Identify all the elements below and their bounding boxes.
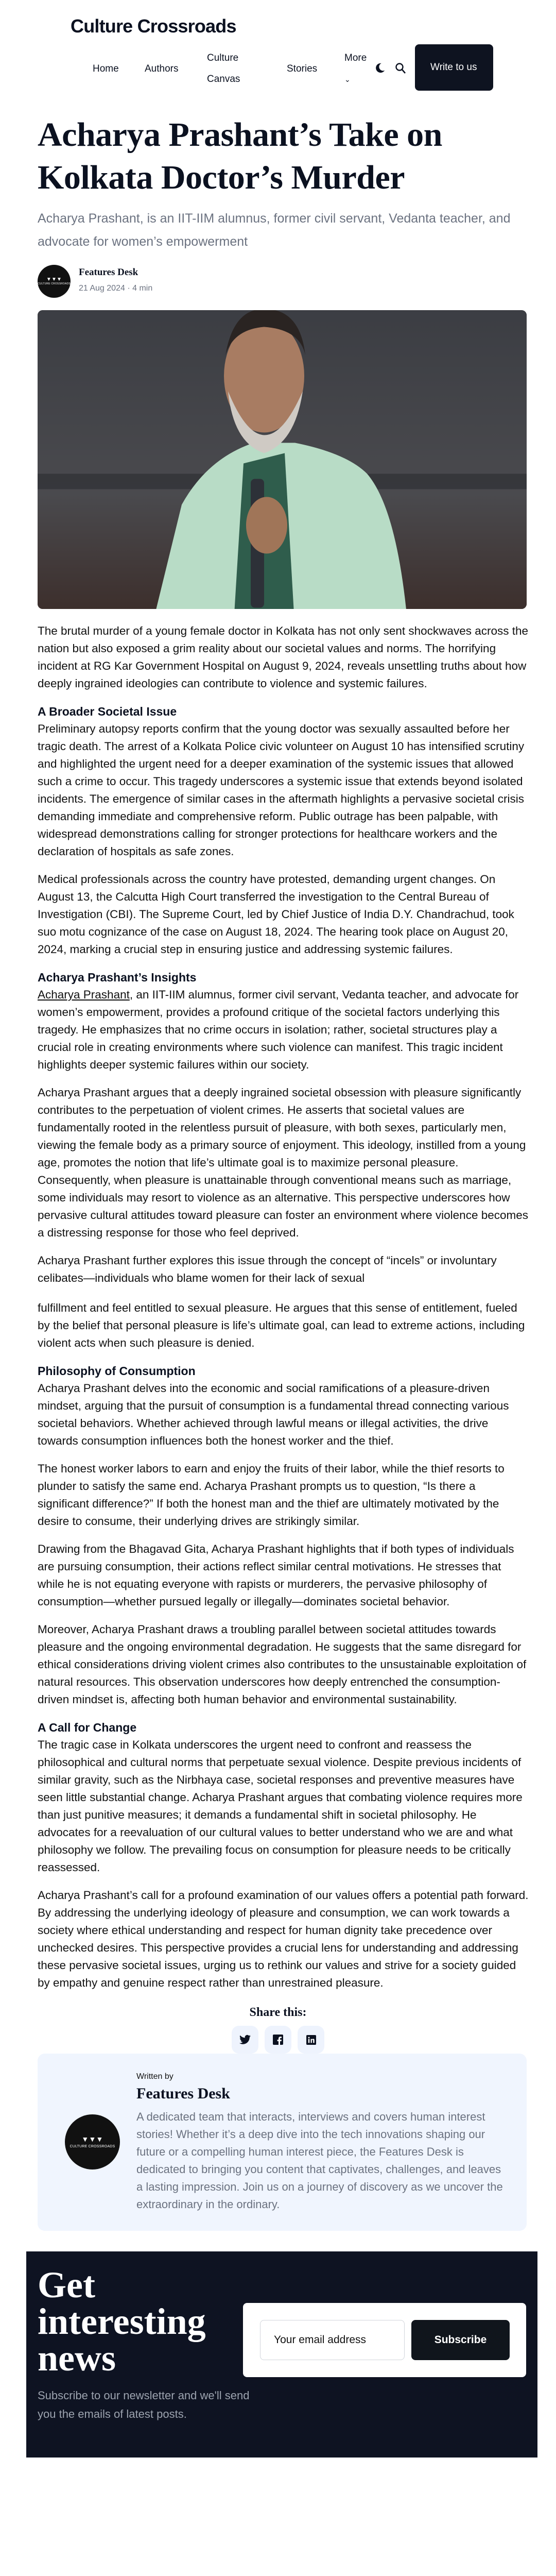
avatar-text: CULTURE CROSSROADS bbox=[70, 2145, 115, 2148]
byline bbox=[38, 265, 527, 298]
twitter-icon bbox=[239, 2035, 251, 2045]
email-placeholder: Your email address bbox=[274, 2334, 366, 2346]
paragraph: Moreover, Acharya Prashant draws a troubling parallel between societal attitudes towards pleasure and the ongoing environmental degradation. He suggests that the same disregard for ethical considerations driving violent crimes also contributes to the unsustainable exploitation of natural resources. This observation underscores how deeply entrenched the consumption-driven mindset is, affecting both human behavior and environmental sustainability. bbox=[38, 1623, 527, 1706]
acharya-prashant-link[interactable]: Acharya Prashant bbox=[38, 988, 130, 1001]
author-card-name[interactable]: Features Desk bbox=[136, 2085, 230, 2102]
paragraph: Acharya Prashant’s call for a profound examination of our values offers a potential path forward. By addressing the underlying ideology of pleasure and consumption, we can work towards a society where ethical understanding and respect for human dignity take precedence over unchecked desires. This perspective provides a crucial lens for understanding and addressing these pervasive societal issues, urging us to rethink our values and strive for a society guided by empathy and genuine respect rather than unrestrained pleasure. bbox=[38, 1889, 529, 1989]
share-label: Share this: bbox=[249, 2006, 307, 2019]
section-heading: Acharya Prashant’s Insights bbox=[38, 971, 197, 984]
newsletter-subtitle: Subscribe to our newsletter and we'll send you the emails of latest posts. bbox=[38, 2389, 250, 2420]
newsletter-section bbox=[26, 2251, 537, 2458]
email-input[interactable] bbox=[260, 2320, 405, 2360]
site-header bbox=[0, 0, 556, 98]
nav-label: More bbox=[344, 53, 367, 63]
read-time: 4 min bbox=[132, 284, 153, 293]
nav-stories[interactable]: Stories bbox=[287, 63, 318, 74]
newsletter-title bbox=[38, 2264, 206, 2379]
article-container bbox=[0, 113, 556, 1992]
share-facebook-button[interactable] bbox=[265, 2026, 291, 2054]
section-heading: A Call for Change bbox=[38, 1721, 137, 1734]
chevron-down-icon: ⌄ bbox=[344, 75, 351, 83]
author-bio: A dedicated team that interacts, interviews and covers human interest stories! Whether it’s a deep dive into the tech innovations shaping our future or a compelling human interest piece, the Features Desk is dedicated to bringing you content that captivates, challenges, and leaves a lasting impression. Join us on a journey of discovery as we uncover the extraordinary in the ordinary. bbox=[136, 2110, 503, 2211]
paragraph: The tragic case in Kolkata underscores the urgent need to confront and reassess the philosophical and cultural norms that perpetuate sexual violence. Despite previous incidents of similar gravity, such as the Nirbhaya case, societal responses and preventive measures have seen little substantial change. Acharya Prashant argues that combating violence requires more than just punitive measures; it demands a fundamental shift in societal philosophy. He advocates for a reevaluation of our cultural values to better understand who we are and what philosophy we follow. The prevailing focus on consumption for pleasure needs to be critically reassessed. bbox=[38, 1738, 523, 1874]
nav-label: Culture bbox=[207, 53, 239, 63]
nav-home[interactable]: Home bbox=[93, 63, 119, 74]
nav-more[interactable] bbox=[344, 47, 367, 90]
nav-label: Canvas bbox=[207, 74, 240, 84]
written-by-label: Written by bbox=[136, 2072, 173, 2081]
publish-date: 21 Aug 2024 bbox=[79, 284, 125, 293]
share-buttons bbox=[0, 2026, 556, 2054]
paragraph-text: , an IIT-IIM alumnus, former civil servant, Vedanta teacher, and advocate for women’s empowerment, provides a profound critique of the societal factors underlying this tragedy. He emphasizes that no crime occurs in isolation; rather, societal structures play a crucial role in creating environments where such violence can manifest. This tragic incident highlights deeper systemic failures within our society. bbox=[38, 988, 519, 1071]
search-icon[interactable] bbox=[394, 61, 407, 77]
title-line: news bbox=[38, 2337, 116, 2379]
nav-authors[interactable]: Authors bbox=[145, 63, 179, 74]
article-subtitle: Acharya Prashant, is an IIT-IIM alumnus, former civil servant, Vedanta teacher, and advocate for women’s empowerment bbox=[38, 211, 511, 249]
section-heading: A Broader Societal Issue bbox=[38, 705, 177, 718]
article-meta: 21 Aug 2024 · 4 min bbox=[79, 284, 153, 293]
site-logo[interactable]: Culture Crossroads bbox=[71, 15, 236, 37]
article-body bbox=[38, 622, 529, 1992]
author-name[interactable]: Features Desk bbox=[79, 267, 138, 278]
paragraph: Acharya Prashant delves into the economic and social ramifications of a pleasure-driven mindset, arguing that the pursuit of consumption is a fundamental thread connecting various societal behaviors. Whether achieved through lawful means or illegal activities, the drive towards consumption influences both the honest worker and the thief. bbox=[38, 1382, 509, 1447]
paragraph: Medical professionals across the country have protested, demanding urgent changes. On August 13, the Calcutta High Court transferred the investigation to the Central Bureau of Investigation (CBI). The Supreme Court, led by Chief Justice of India D.Y. Chandrachud, took suo motu cognizance of the case on August 18, 2024. The hearing took place on August 20, 2024, marking a crucial step in ensuring justice and addressing systemic failures. bbox=[38, 873, 514, 956]
paragraph bbox=[38, 986, 529, 1074]
nav-culture-canvas[interactable] bbox=[207, 47, 240, 90]
logo-mark-icon: ▼▼▼ bbox=[81, 2135, 103, 2143]
article-title: Acharya Prashant’s Take on Kolkata Doctor’s Murder bbox=[38, 116, 442, 196]
hero-image bbox=[38, 310, 527, 609]
avatar-text: CULTURE CROSSROADS bbox=[38, 282, 71, 285]
paragraph: Acharya Prashant further explores this issue through the concept of “incels” or involuntary celibates—individuals who blame women for their lack of sexual bbox=[38, 1254, 497, 1284]
facebook-icon bbox=[273, 2035, 283, 2045]
moon-icon[interactable] bbox=[374, 62, 386, 77]
page-bottom-spacer bbox=[0, 2458, 556, 2473]
logo-mark-icon: ▼▼▼ bbox=[46, 277, 62, 282]
paragraph: The honest worker labors to earn and enjoy the fruits of their labor, while the thief resorts to plunder to satisfy the same end. Acharya Prashant prompts us to question, “Is there a significant difference?” If both the honest man and the thief are ultimately motivated by the desire to consume, their underlying drives are strikingly similar. bbox=[38, 1462, 505, 1528]
write-to-us-button[interactable]: Write to us bbox=[415, 44, 493, 91]
author-avatar[interactable] bbox=[38, 265, 71, 298]
author-card bbox=[38, 2054, 527, 2231]
paragraph: The brutal murder of a young female doctor in Kolkata has not only sent shockwaves across the nation but also exposed a grim reality about our societal values and norms. The horrifying incident at RG Kar Government Hospital on August 9, 2024, reveals unsettling truths about how deeply ingrained ideologies can contribute to violence and systemic failures. bbox=[38, 624, 529, 690]
share-linkedin-button[interactable] bbox=[298, 2026, 324, 2054]
linkedin-icon bbox=[306, 2035, 316, 2045]
section-heading: Philosophy of Consumption bbox=[38, 1364, 196, 1378]
subscribe-form bbox=[243, 2303, 526, 2377]
paragraph: fulfillment and feel entitled to sexual pleasure. He argues that this sense of entitlement, fueled by the belief that personal pleasure is life’s ultimate goal, can lead to extreme actions, including violent acts when such pleasure is denied. bbox=[38, 1301, 525, 1349]
subscribe-button[interactable]: Subscribe bbox=[411, 2320, 510, 2360]
title-line: interesting bbox=[38, 2301, 206, 2342]
author-card-avatar[interactable] bbox=[65, 2114, 120, 2170]
paragraph: Drawing from the Bhagavad Gita, Acharya Prashant highlights that if both types of individuals are pursuing consumption, their actions reflect similar central motivations. He stresses that while he is not equating everyone with rapists or murderers, the pervasive philosophy of consumption—whether pursued legally or illegally—dominates societal behavior. bbox=[38, 1543, 514, 1608]
paragraph: Preliminary autopsy reports confirm that the young doctor was sexually assaulted before her tragic death. The arrest of a Kolkata Police civic volunteer on August 10 has intensified scrutiny and highlighted the urgent need for a deeper examination of the systemic issues that allowed such a crime to occur. This tragedy underscores a systemic issue that extends beyond isolated incidents. The emergence of similar cases in the aftermath highlights a pervasive societal crisis demanding immediate and comprehensive reform. Public outrage has been palpable, with widespread demonstrations calling for stronger protections for healthcare workers and the declaration of hospitals as safe zones. bbox=[38, 722, 525, 858]
title-line: Get bbox=[38, 2264, 95, 2306]
share-twitter-button[interactable] bbox=[232, 2026, 258, 2054]
paragraph: Acharya Prashant argues that a deeply ingrained societal obsession with pleasure significantly contributes to the perpetuation of violent crimes. He asserts that societal values are fundamentally rooted in the relentless pursuit of pleasure, with both sexes, particularly men, viewing the female body as a primary source of enjoyment. This ideology, instilled from a young age, promotes the notion that life’s ultimate goal is to maximize personal pleasure. Consequently, when pleasure is unattainable through conventional means such as marriage, some individuals may resort to violence as an alternative. This perspective underscores how pervasive cultural attitudes toward pleasure can foster an environment where violence becomes a distressing response for those who feel deprived. bbox=[38, 1086, 529, 1239]
